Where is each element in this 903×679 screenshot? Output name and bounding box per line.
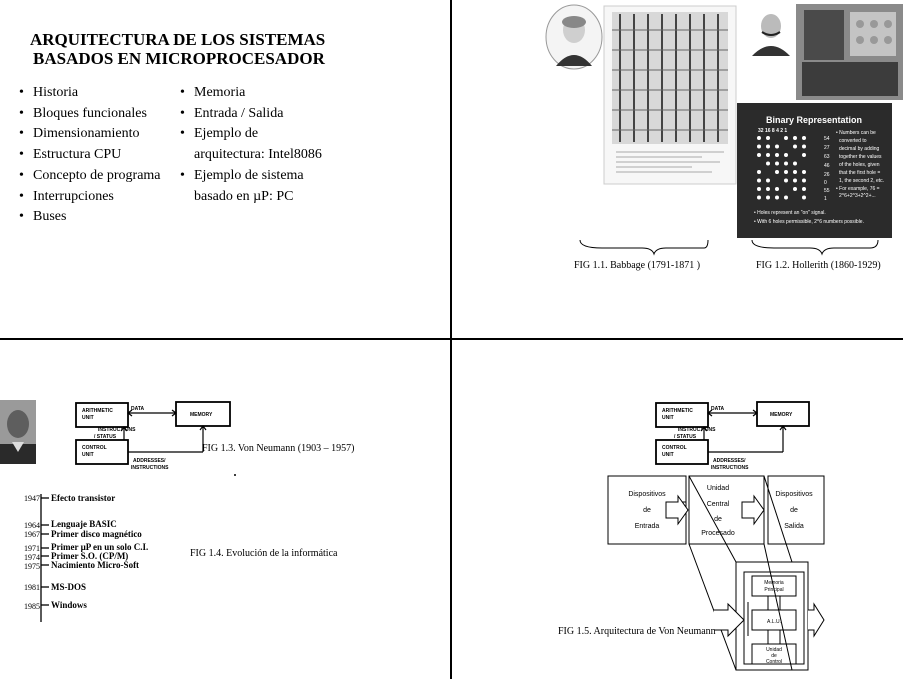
card-hole xyxy=(802,136,806,140)
binary-note: • Numbers can be xyxy=(836,130,876,136)
list-item: • Buses xyxy=(19,207,161,228)
addr-label: INSTRUCTIONS xyxy=(131,465,169,471)
timeline-event: Primer µP en un solo C.I. xyxy=(51,542,149,552)
card-hole xyxy=(775,196,779,200)
card-hole xyxy=(757,153,761,157)
hollerith-caption: FIG 1.2. Hollerith (1860-1929) xyxy=(756,260,881,271)
hollerith-brace xyxy=(752,240,878,254)
card-hole xyxy=(775,145,779,149)
control-label: UNIT xyxy=(82,452,94,458)
binary-footer: • Holes represent an "on" signal. xyxy=(754,210,826,216)
card-hole xyxy=(766,196,770,200)
slide-1 xyxy=(0,0,450,338)
card-hole xyxy=(784,179,788,183)
control-label: UNIT xyxy=(662,452,674,458)
binary-value: 27 xyxy=(824,145,830,151)
binary-value: 26 xyxy=(824,172,830,178)
list-item: • Entrada / Salida xyxy=(180,104,322,125)
cpu-label: Unidad xyxy=(706,485,730,492)
von-neumann-portrait xyxy=(0,400,36,464)
timeline-event: Primer S.O. (CP/M) xyxy=(51,551,129,561)
evolution-caption: FIG 1.4. Evolución de la informática xyxy=(190,548,338,559)
binary-representation-panel xyxy=(737,103,892,238)
card-hole xyxy=(793,179,797,183)
card-hole xyxy=(784,136,788,140)
instr-label: INSTRUCTIONS xyxy=(98,427,136,433)
list-item-continuation: arquitectura: Intel8086 xyxy=(194,147,322,163)
timeline-year: 1967 xyxy=(24,530,40,539)
unit-control-label: Unidad xyxy=(766,647,782,653)
card-hole xyxy=(793,170,797,174)
binary-note: together the values xyxy=(839,154,882,160)
card-hole xyxy=(802,170,806,174)
cpu-label: de xyxy=(714,516,722,523)
timeline-event: Nacimiento Micro-Soft xyxy=(51,560,140,570)
timeline-event: Primer disco magnético xyxy=(51,529,142,539)
card-hole xyxy=(766,162,770,166)
unit-control-label: Control xyxy=(765,659,783,665)
list-item: • Interrupciones xyxy=(19,187,161,208)
list-item: • Estructura CPU xyxy=(19,145,161,166)
card-hole xyxy=(775,170,779,174)
list-item: • Bloques funcionales xyxy=(19,104,161,125)
topics-list-right xyxy=(180,83,322,207)
slide-4 xyxy=(452,340,903,679)
card-hole xyxy=(766,136,770,140)
memoria-label: Memoria xyxy=(764,580,784,586)
list-item: • Historia xyxy=(19,83,161,104)
addr-label: ADDRESSES/ xyxy=(133,458,166,464)
binary-header: 32 16 8 4 2 1 xyxy=(758,128,788,134)
binary-note: 2^6+2^3+2^2+... xyxy=(839,193,876,199)
binary-title: Binary Representation xyxy=(765,115,863,125)
binary-value: 46 xyxy=(824,163,830,169)
unit-control-label: de xyxy=(771,653,777,659)
list-item: • Memoria xyxy=(180,83,322,104)
list-item: • Concepto de programa xyxy=(19,166,161,187)
binary-note: converted to xyxy=(839,138,867,144)
card-hole xyxy=(784,196,788,200)
card-hole xyxy=(766,145,770,149)
card-hole xyxy=(766,187,770,191)
card-hole xyxy=(793,162,797,166)
timeline-event: Windows xyxy=(51,600,87,610)
slide-2 xyxy=(452,0,903,338)
list-item: • Ejemplo de sistema xyxy=(180,166,322,187)
list-item: • Ejemplo de xyxy=(180,124,322,145)
timeline-event: Lenguaje BASIC xyxy=(51,519,117,529)
architecture-caption: FIG 1.5. Arquitectura de Von Neumann xyxy=(558,626,716,637)
card-hole xyxy=(802,196,806,200)
card-hole xyxy=(766,179,770,183)
slide-title xyxy=(30,30,325,68)
control-label: CONTROL xyxy=(82,445,107,451)
output-label: Dispositivos xyxy=(775,491,813,498)
input-label: de xyxy=(643,507,651,514)
timeline-year: 1964 xyxy=(24,521,40,530)
arith-label: ARITHMETIC xyxy=(82,408,113,414)
addr-label: INSTRUCTIONS xyxy=(711,465,749,471)
binary-footer: • With 6 holes permissible, 2^6 numbers possible. xyxy=(754,219,864,225)
timeline-year: 1975 xyxy=(24,562,40,571)
binary-value: 1 xyxy=(824,196,827,202)
list-item: • Dimensionamiento xyxy=(19,124,161,145)
timeline-event: MS-DOS xyxy=(51,582,87,592)
binary-value: 55 xyxy=(824,188,830,194)
control-label: CONTROL xyxy=(662,445,687,451)
binary-note: decimal by adding xyxy=(839,146,880,152)
binary-value: 54 xyxy=(824,136,830,142)
timeline-year: 1985 xyxy=(24,602,40,611)
memoria-label: Principal xyxy=(764,587,784,593)
timeline-event: Efecto transistor xyxy=(51,493,116,503)
cpu-label: Central xyxy=(706,501,730,508)
timeline-year: 1981 xyxy=(24,583,40,592)
card-hole xyxy=(775,153,779,157)
alu-label: A.L.U. xyxy=(767,619,781,625)
title-line-2: BASADOS EN MICROPROCESADOR xyxy=(33,49,325,68)
tabulating-machine-image xyxy=(796,4,903,100)
card-hole xyxy=(793,145,797,149)
memory-label: MEMORY xyxy=(770,412,793,418)
card-hole xyxy=(802,179,806,183)
card-hole xyxy=(757,196,761,200)
card-hole xyxy=(757,136,761,140)
data-label: DATA xyxy=(131,406,145,412)
arith-label: UNIT xyxy=(82,415,94,421)
slide-3 xyxy=(0,340,450,679)
binary-value: 0 xyxy=(824,180,827,186)
output-label: de xyxy=(790,507,798,514)
topics-list-left xyxy=(19,83,161,228)
card-hole xyxy=(757,179,761,183)
instr-label: / STATUS xyxy=(94,434,117,440)
binary-note: 1, the second 2, etc. xyxy=(839,178,885,184)
timeline-axis xyxy=(41,494,49,622)
babbage-caption: FIG 1.1. Babbage (1791-1871 ) xyxy=(574,260,701,271)
card-hole xyxy=(802,145,806,149)
title-line-1: ARQUITECTURA DE LOS SISTEMAS xyxy=(30,30,326,49)
binary-note: • For example, 76 = xyxy=(836,186,880,192)
hollerith-portrait xyxy=(750,6,792,56)
memory-label: MEMORY xyxy=(190,412,213,418)
card-hole xyxy=(793,187,797,191)
card-hole xyxy=(802,153,806,157)
card-hole xyxy=(802,187,806,191)
card-hole xyxy=(784,170,788,174)
instr-label: INSTRUCTIONS xyxy=(678,427,716,433)
input-label: Entrada xyxy=(634,523,660,530)
cpu-label: Procesado xyxy=(701,530,735,537)
card-hole xyxy=(775,187,779,191)
input-label: Dispositivos xyxy=(628,491,666,498)
binary-value: 63 xyxy=(824,154,830,160)
arith-label: ARITHMETIC xyxy=(662,408,693,414)
difference-engine-image xyxy=(604,6,736,184)
card-hole xyxy=(784,162,788,166)
card-hole xyxy=(757,170,761,174)
timeline-year: 1971 xyxy=(24,544,40,553)
binary-note: that the first hole = xyxy=(839,170,881,176)
timeline-year: 1947 xyxy=(24,494,40,503)
card-hole xyxy=(793,136,797,140)
card-hole xyxy=(766,153,770,157)
card-hole xyxy=(775,162,779,166)
list-item-continuation: basado en µP: PC xyxy=(194,188,294,204)
babbage-portrait xyxy=(546,5,602,69)
data-label: DATA xyxy=(711,406,725,412)
babbage-brace xyxy=(580,240,708,254)
von-neumann-caption: FIG 1.3. Von Neumann (1903 – 1957) xyxy=(202,443,355,454)
output-label: Salida xyxy=(784,523,804,530)
card-hole xyxy=(757,145,761,149)
addr-label: ADDRESSES/ xyxy=(713,458,746,464)
instr-label: / STATUS xyxy=(674,434,697,440)
arith-label: UNIT xyxy=(662,415,674,421)
card-hole xyxy=(784,153,788,157)
binary-note: of the holes, given xyxy=(839,162,880,168)
timeline-year: 1974 xyxy=(24,553,40,562)
card-hole xyxy=(757,187,761,191)
